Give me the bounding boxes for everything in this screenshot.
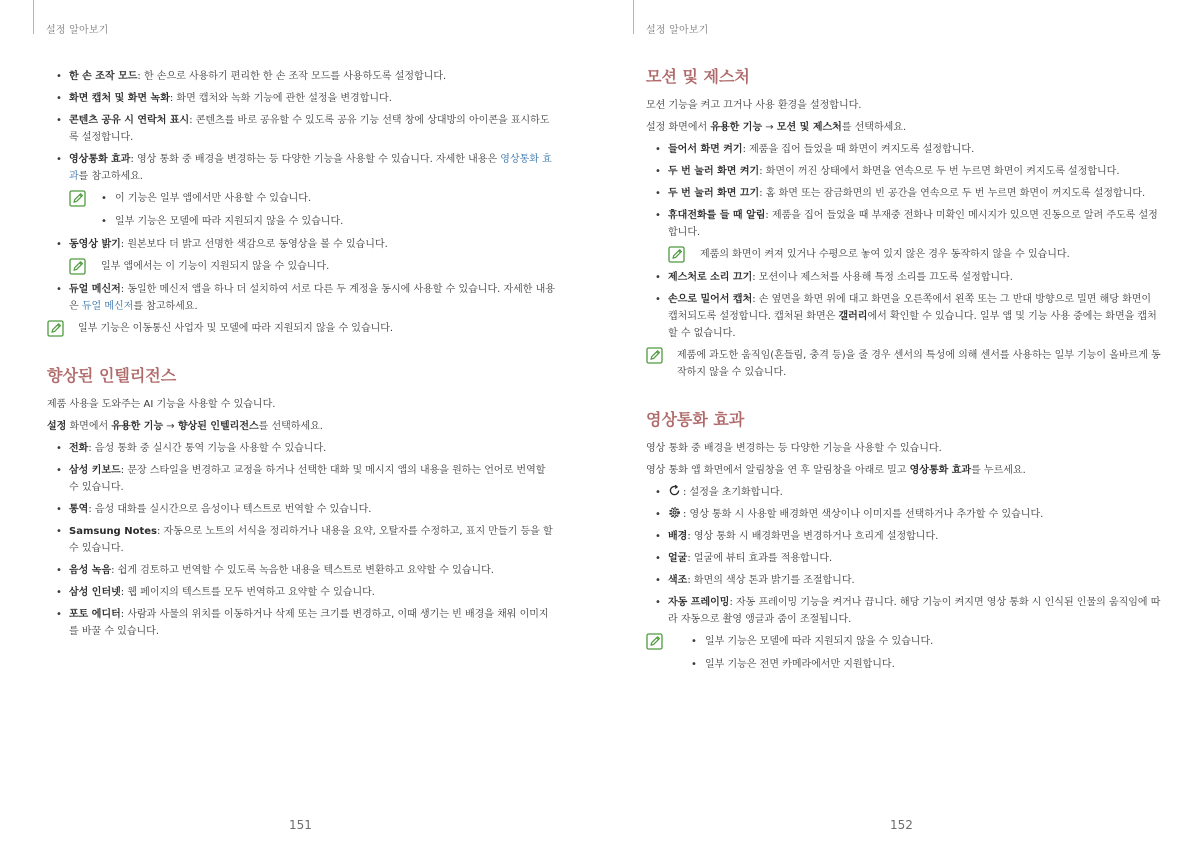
note-box bbox=[47, 320, 557, 337]
list-item bbox=[47, 68, 557, 85]
section-title: 영상통화 효과 bbox=[646, 410, 745, 429]
item-term: 영상통화 효과 bbox=[69, 154, 131, 165]
note-box bbox=[47, 258, 557, 275]
margin-rule bbox=[33, 0, 34, 34]
running-head: 설정 알아보기 bbox=[46, 25, 109, 36]
list-item bbox=[47, 151, 557, 185]
margin-rule bbox=[633, 0, 634, 34]
item-text: : 화면이 꺼진 상태에서 화면을 연속으로 두 번 누르면 화면이 켜지도록 설정합니다. bbox=[759, 166, 1120, 177]
item-text: 를 참고하세요. bbox=[78, 171, 143, 182]
section-title: 모션 및 제스처 bbox=[646, 67, 750, 86]
list-item bbox=[47, 562, 557, 579]
path-motions: 모션 및 제스처 bbox=[776, 122, 842, 133]
item-text: : 화면 캡처와 녹화 기능에 관한 설정을 변경합니다. bbox=[169, 93, 392, 104]
list-item bbox=[47, 584, 557, 601]
note-icon bbox=[646, 347, 663, 364]
item-term: 들어서 화면 켜기 bbox=[668, 144, 743, 155]
path-text: 설정 화면에서 bbox=[646, 122, 711, 133]
section-intro: 모션 기능을 켜고 끄거나 사용 환경을 설정합니다. bbox=[646, 100, 862, 111]
section-title: 향상된 인텔리전스 bbox=[47, 366, 177, 385]
item-term: 배경 bbox=[668, 531, 688, 542]
list-item bbox=[47, 281, 557, 315]
list-item bbox=[646, 185, 1161, 202]
item-term: 한 손 조작 모드 bbox=[69, 71, 138, 82]
item-term: 콘텐츠 공유 시 연락처 표시 bbox=[69, 115, 190, 126]
item-text: : 제품을 집어 들었을 때 부재중 전화나 미확인 메시지가 있으면 진동으로 알려 주도록 설정합니다. bbox=[668, 210, 1158, 238]
page-number: 152 bbox=[890, 818, 913, 832]
settings-path bbox=[47, 418, 557, 435]
item-term: 휴대전화를 들 때 알림 bbox=[668, 210, 766, 221]
item-term: 동영상 밝기 bbox=[69, 239, 121, 250]
path-arrow: → bbox=[163, 421, 178, 432]
item-term: Samsung Notes bbox=[69, 526, 157, 537]
path-text: 를 선택하세요. bbox=[258, 421, 323, 432]
path-video-effects: 영상통화 효과 bbox=[909, 465, 972, 476]
item-text: : 화면의 색상 톤과 밝기를 조절합니다. bbox=[687, 575, 855, 586]
path-arrow: → bbox=[762, 122, 777, 133]
section-intro: 영상 통화 중 배경을 변경하는 등 다양한 기능을 사용할 수 있습니다. bbox=[646, 443, 942, 454]
item-text: : 설정을 초기화합니다. bbox=[683, 487, 783, 498]
note-text: 제품의 화면이 켜져 있거나 수평으로 놓여 있지 않은 경우 동작하지 않을 수 있습니다. bbox=[700, 249, 1070, 260]
note-item: • 일부 기능은 모델에 따라 지원되지 않을 수 있습니다. bbox=[691, 633, 1161, 650]
list-item bbox=[646, 291, 1161, 342]
note-icon bbox=[69, 258, 86, 275]
item-term: 갤러리 bbox=[838, 311, 868, 322]
list-item bbox=[646, 594, 1161, 628]
path-text: 화면에서 bbox=[66, 421, 112, 432]
path-useful-features: 유용한 기능 bbox=[111, 421, 164, 432]
item-term: 두 번 눌러 화면 끄기 bbox=[668, 188, 760, 199]
note-box bbox=[47, 190, 557, 230]
item-text: : 문장 스타일을 변경하고 교정을 하거나 선택한 대화 및 메시지 앱의 내용을 원하는 언어로 번역할 수 있습니다. bbox=[69, 465, 546, 493]
page-right bbox=[600, 0, 1200, 848]
link-dual-messenger[interactable]: 듀얼 메신저 bbox=[81, 301, 134, 312]
list-item bbox=[646, 269, 1161, 286]
reset-icon bbox=[668, 484, 681, 497]
note-text: 일부 앱에서는 이 기능이 지원되지 않을 수 있습니다. bbox=[101, 261, 330, 272]
list-item bbox=[47, 236, 557, 253]
settings-path bbox=[646, 462, 1161, 479]
section-intro: 제품 사용을 도와주는 AI 기능을 사용할 수 있습니다. bbox=[47, 399, 276, 410]
list-item bbox=[47, 112, 557, 146]
note-text: 제품에 과도한 움직임(흔들림, 충격 등)을 줄 경우 센서의 특성에 의해 센서를 사용하는 일부 기능이 올바르게 동작하지 않을 수 있습니다. bbox=[677, 350, 1161, 378]
item-text: : 영상 통화 시 배경화면을 변경하거나 흐리게 설정합니다. bbox=[687, 531, 939, 542]
path-settings: 설정 bbox=[47, 421, 67, 432]
path-intelligence: 향상된 인텔리전스 bbox=[177, 421, 259, 432]
list-item bbox=[47, 440, 557, 457]
item-term: 제스처로 소리 끄기 bbox=[668, 272, 753, 283]
list-item bbox=[646, 141, 1161, 158]
item-text: : 얼굴에 뷰티 효과를 적용합니다. bbox=[687, 553, 833, 564]
note-icon bbox=[69, 190, 86, 207]
list-item bbox=[646, 484, 1161, 501]
item-text: : 사람과 사물의 위치를 이동하거나 삭제 또는 크기를 변경하고, 이때 생기는 빈 배경을 채워 이미지를 바꿀 수 있습니다. bbox=[69, 609, 549, 637]
item-term: 음성 녹음 bbox=[69, 565, 112, 576]
path-useful-features: 유용한 기능 bbox=[710, 122, 763, 133]
item-term: 전화 bbox=[69, 443, 89, 454]
list-item bbox=[646, 207, 1161, 241]
note-item: • 일부 기능은 전면 카메라에서만 지원합니다. bbox=[691, 656, 1161, 673]
list-item bbox=[646, 572, 1161, 589]
list-item bbox=[646, 528, 1161, 545]
note-icon bbox=[47, 320, 64, 337]
item-text: : 자동 프레이밍 기능을 켜거나 끕니다. 해당 기능이 켜지면 영상 통화 시 인식된 인물의 움직임에 따라 자동으로 촬영 앵글과 줌이 조절됩니다. bbox=[668, 597, 1161, 625]
settings-path bbox=[646, 119, 1161, 136]
item-text: : 영상 통화 시 사용할 배경화면 색상이나 이미지를 선택하거나 추가할 수 있습니다. bbox=[683, 509, 1044, 520]
list-item bbox=[646, 163, 1161, 180]
item-text: : 동일한 메신저 앱을 하나 더 설치하여 서로 다른 두 계정을 동시에 사용할 수 있습니다. 자세한 내용은 bbox=[69, 284, 555, 312]
note-icon bbox=[646, 633, 663, 650]
item-text: : 웹 페이지의 텍스트를 모두 번역하고 요약할 수 있습니다. bbox=[120, 587, 375, 598]
running-head: 설정 알아보기 bbox=[646, 25, 709, 36]
item-text: : 홈 화면 또는 잠금화면의 빈 공간을 연속으로 두 번 누르면 화면이 꺼지도록 설정합니다. bbox=[759, 188, 1146, 199]
note-box bbox=[646, 633, 1161, 673]
list-item bbox=[646, 550, 1161, 567]
item-text: : 콘텐츠를 바로 공유할 수 있도록 공유 기능 선택 창에 상대방의 아이콘을 표시하도록 설정합니다. bbox=[69, 115, 550, 143]
item-term: 화면 캡처 및 화면 녹화 bbox=[69, 93, 170, 104]
link-video-call-effects[interactable]: 영상통화 효과 bbox=[69, 154, 552, 182]
item-text: : 음성 대화를 실시간으로 음성이나 텍스트로 번역할 수 있습니다. bbox=[88, 504, 372, 515]
list-item bbox=[47, 90, 557, 107]
item-term: 통역 bbox=[69, 504, 89, 515]
item-term: 얼굴 bbox=[668, 553, 688, 564]
item-text: : 쉽게 검토하고 번역할 수 있도록 녹음한 내용을 텍스트로 변환하고 요약할 수 있습니다. bbox=[111, 565, 494, 576]
list-item bbox=[47, 523, 557, 557]
path-text: 를 선택하세요. bbox=[841, 122, 907, 133]
item-text: 를 참고하세요. bbox=[133, 301, 198, 312]
note-text: 일부 기능은 이동통신 사업자 및 모델에 따라 지원되지 않을 수 있습니다. bbox=[78, 323, 394, 334]
item-term: 듀얼 메신저 bbox=[69, 284, 121, 295]
item-text: : 원본보다 더 밝고 선명한 색감으로 동영상을 볼 수 있습니다. bbox=[120, 239, 388, 250]
item-term: 손으로 밀어서 캡처 bbox=[668, 294, 753, 305]
item-text: : 자동으로 노트의 서식을 정리하거나 내용을 요약, 오탈자를 수정하고, 표지 만들기 등을 할 수 있습니다. bbox=[69, 526, 553, 554]
item-term: 삼성 인터넷 bbox=[69, 587, 121, 598]
path-text: 영상 통화 앱 화면에서 알림창을 연 후 알림창을 아래로 밀고 bbox=[646, 465, 910, 476]
page-content bbox=[47, 68, 557, 645]
item-text: : 한 손으로 사용하기 편리한 한 손 조작 모드를 사용하도록 설정합니다. bbox=[137, 71, 447, 82]
path-text: 를 누르세요. bbox=[971, 465, 1026, 476]
page-number: 151 bbox=[289, 818, 312, 832]
item-text: : 영상 통화 중 배경을 변경하는 등 다양한 기능을 사용할 수 있습니다. 자세한 내용은 bbox=[130, 154, 501, 165]
note-icon bbox=[668, 246, 685, 263]
item-text: : 모션이나 제스처를 사용해 특정 소리를 끄도록 설정합니다. bbox=[752, 272, 1013, 283]
item-text: 에서 확인할 수 있습니다. 일부 앱 및 기능 사용 중에는 화면을 캡처할 수 없습니다. bbox=[668, 311, 1157, 339]
note-box bbox=[646, 347, 1161, 381]
note-item: • 이 기능은 일부 앱에서만 사용할 수 있습니다. bbox=[101, 190, 557, 207]
item-text: : 음성 통화 중 실시간 통역 기능을 사용할 수 있습니다. bbox=[88, 443, 327, 454]
note-box bbox=[646, 246, 1161, 263]
item-term: 색조 bbox=[668, 575, 688, 586]
item-term: 두 번 눌러 화면 켜기 bbox=[668, 166, 760, 177]
list-item bbox=[47, 462, 557, 496]
page-content bbox=[646, 66, 1161, 679]
list-item bbox=[47, 501, 557, 518]
list-item bbox=[646, 506, 1161, 523]
item-term: 삼성 키보드 bbox=[69, 465, 121, 476]
item-term: 자동 프레이밍 bbox=[668, 597, 730, 608]
item-term: 포토 에디터 bbox=[69, 609, 121, 620]
list-item bbox=[47, 606, 557, 640]
item-text: : 제품을 집어 들었을 때 화면이 켜지도록 설정합니다. bbox=[742, 144, 975, 155]
item-text: : 손 옆면을 화면 위에 대고 화면을 오른쪽에서 왼쪽 또는 그 반대 방향으로 밀면 해당 화면이 캡처되도록 설정합니다. 캡처된 화면은 bbox=[668, 294, 1152, 322]
note-item: • 일부 기능은 모델에 따라 지원되지 않을 수 있습니다. bbox=[101, 213, 557, 230]
gear-icon bbox=[668, 506, 681, 519]
